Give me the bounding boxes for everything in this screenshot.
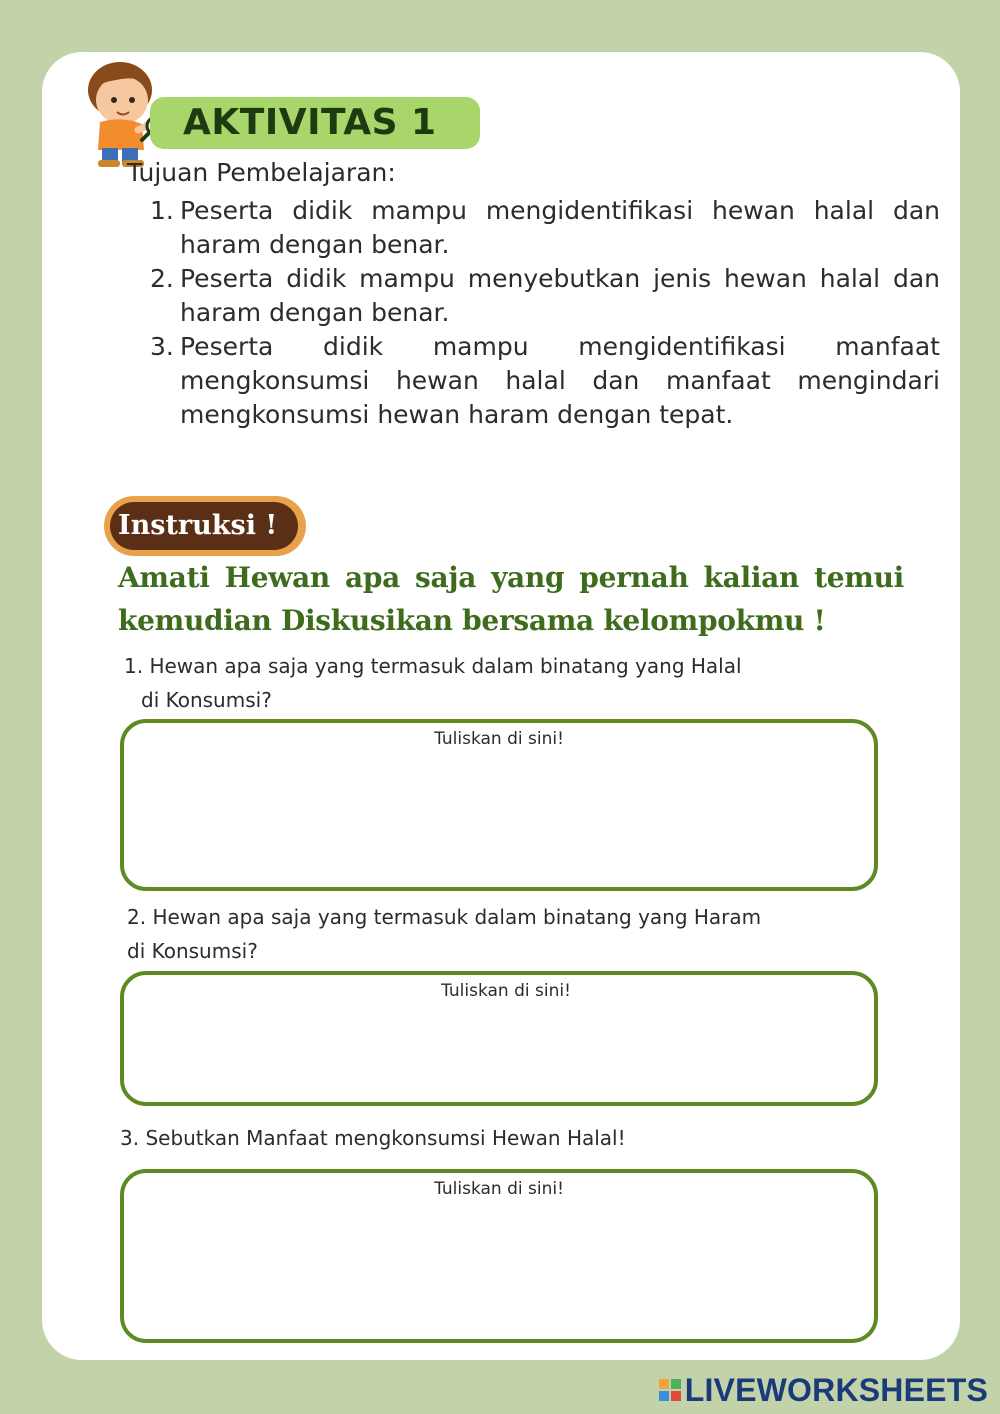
objective-text: Peserta didik mampu mengidentifikasi manfaat mengkonsumsi hewan halal dan manfaat mengindari mengkonsumsi hewan haram dengan tepat. [180,332,940,429]
objective-item [150,194,940,262]
objective-text: Peserta didik mampu menyebutkan jenis hewan halal dan haram dengan benar. [180,264,940,327]
question-2-line-2: di Konsumsi? [127,939,258,963]
objectives-list [150,194,940,432]
answer-placeholder: Tuliskan di sini! [434,729,564,749]
question-1-line-2: di Konsumsi? [141,688,272,712]
question-1-line-1: 1. Hewan apa saja yang termasuk dalam binatang yang Halal [124,654,742,678]
answer-box-2[interactable] [120,971,878,1106]
answer-box-1[interactable] [120,719,878,891]
objective-number: 1. [150,196,174,225]
objective-number: 2. [150,264,174,293]
brand-name: LIVEWORKSHEETS [684,1371,988,1408]
objective-item [150,262,940,330]
objective-text: Peserta didik mampu mengidentifikasi hewan halal dan haram dengan benar. [180,196,940,259]
instruction-text: Amati Hewan apa saja yang pernah kalian temui kemudian Diskusikan bersama kelompokmu ! [118,561,904,637]
question-3-line-1: 3. Sebutkan Manfaat mengkonsumsi Hewan Halal! [120,1126,626,1150]
instruction-badge-label: Instruksi ! [118,510,278,541]
activity-title: AKTIVITAS 1 [183,102,437,143]
question-2-line-1: 2. Hewan apa saja yang termasuk dalam binatang yang Haram [127,905,762,929]
objective-item [150,330,940,432]
liveworksheets-brand [659,1372,988,1408]
answer-placeholder: Tuliskan di sini! [441,981,571,1001]
answer-box-3[interactable] [120,1169,878,1343]
objectives-heading: Tujuan Pembelajaran: [127,158,396,187]
liveworksheets-logo-icon [659,1379,681,1401]
objective-number: 3. [150,332,174,361]
answer-placeholder: Tuliskan di sini! [434,1179,564,1199]
